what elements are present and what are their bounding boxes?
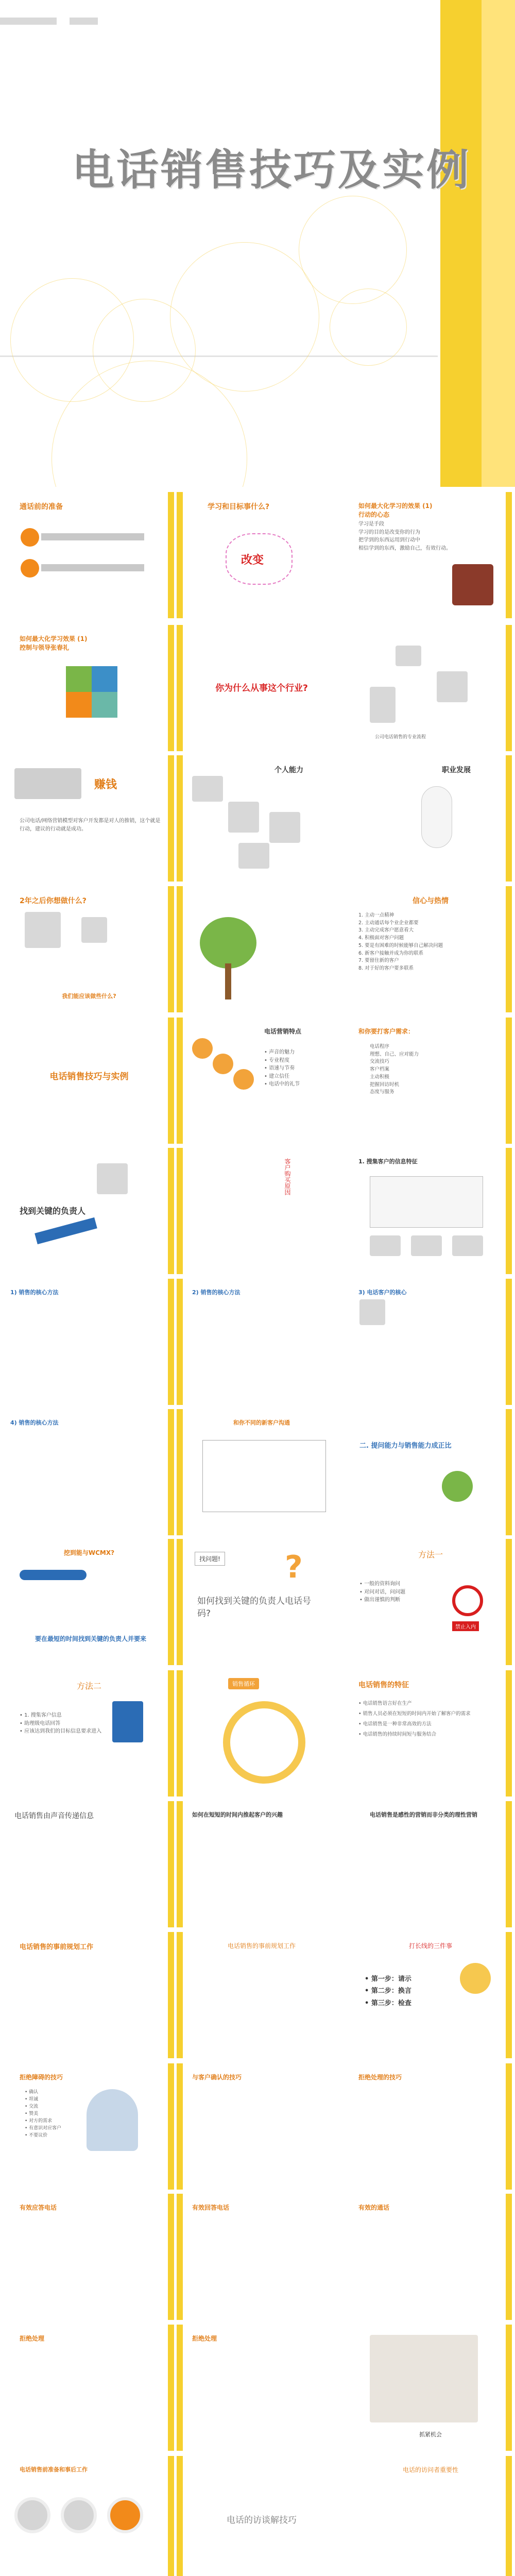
slide-title: 如何最大化学习效果 (1) 控制与领导张春礼 [20,635,88,651]
slide-new-customer: 和你不同的新客户沟通 [177,1409,347,1535]
slide-phone-sale-features: 电话销售的特征 • 电话销售语言好在生产 • 销售人员必须在短短的时间内开始了解客户的需求 • 电话销售是一种非常高效的方法 • 电话销售的持续时间短与服务结合 [349,1670,512,1797]
deco-circle [330,289,407,366]
slide-key-person: 找到关键的负责人 [4,1148,174,1274]
slide-why-industry [177,625,347,751]
slide-section-title: 电话销售技巧与实例 [4,1018,174,1144]
slide-find-question: 找问题! ? 如何找到关键的负责人电话号码? [177,1539,347,1665]
slide-voice-info: 电话销售由声音传递信息 [4,1801,174,1927]
header-yellow-band-light [482,0,515,487]
slide-visit-tech: 电话的访谈解技巧 [177,2456,347,2576]
slide-method-a: 方法一 • 一般的资料询问 • 对问对话，问问题 • 做出谨慎的判断 禁止入内 [349,1539,512,1665]
slide-preparation [4,492,174,618]
slide-confidence: 信心与热情 1. 主动一点精神 2. 主动通话每个业企业都要 3. 主动完成客户愿意看大 4. 积极面对客户问题 5. 要是有困难的时候能够自己解决问题 6. 新客户接触并成为你的联系 7. 要留住新的客户 8. 对于好的客户要多联系 [349,886,512,1012]
orange-ball [21,559,39,578]
slide-emotional: 电话销售是感性的营销而非分类的理性营销 [349,1801,512,1927]
change-word: 改变 [241,554,264,567]
chess-image [452,564,493,605]
deco-circle [299,196,407,304]
slide-pre-plan-2: 电话销售的事前规划工作 [177,1932,347,2058]
slide-answer-phone-2: 有效回答电话 [177,2194,347,2320]
slide-customer-needs: 和你要打客户需求： 电话程序 理想、自己、应对能力 交流技巧 客户档案 主动积极 把握回访时机 态度与服务 [349,1018,512,1144]
slide-learn-effect: 如何最大化学习的效果 (1) 行动的心态 学习是手段 学习的目的是改变你的行为 把学到的东西运用到行动中 相信学到的东西，激励自己，有效行动。 [349,492,512,618]
header-grey-bar [0,18,57,25]
slide-personal-ability: 个人能力 [177,755,347,882]
slide-visitor-importance: 电话的访问者重要性 [349,2456,512,2576]
header-section [0,0,515,487]
header-yellow-band [440,0,482,487]
slide-phone-features: 电话营销特点 • 声音的魅力 • 专业程度 • 语速与节奏 • 建立信任 • 电话中的礼节 [177,1018,347,1144]
slide-refuse-1: 拒绝处理 [4,2325,174,2451]
comparison-table [202,1440,326,1512]
slide-effective-call: 有效的通话 [349,2194,512,2320]
slide-method-4: 4) 销售的核心方法 [4,1409,174,1535]
slide-tree [177,886,347,1012]
slide-refuse-2: 拒绝处理 [177,2325,347,2451]
slide-control [4,625,174,751]
slide-barrier: 拒绝障碍的技巧 • 确认 • 坦诚 • 交流 • 赞美 • 对方的需求 • 有意识对应客户 • 不要议价 [4,2063,174,2190]
slide-two-years: 2年之后你想做什么? 我们能应该做些什么? [4,886,174,1012]
slide-wcmx: 挖到能与WCMX? 要在最短的时间找到关键的负责人并要来 [4,1539,174,1665]
slide-before-after: 电话销售前准备和事后工作 [4,2456,174,2576]
slide-question-ability: 二. 提问能力与销售能力成正比 [349,1409,512,1535]
slide-learn-goal [177,492,347,618]
slide-sales-process: 公司电话销售的专业流程 [349,625,512,751]
page-title: 电话销售技巧及实例 [72,146,471,195]
slide-title: 学习和目标事什么? [208,503,270,511]
orange-ball [21,528,39,547]
slide-method-3: 3) 电话客户的核心 [349,1279,512,1405]
slide-money: 赚钱 公司电话/网络营销模型对客户开发都是对人的推销，这个就是行动，建议的行动就是成功。 [4,755,174,882]
slide-method-1: 1) 销售的核心方法 [4,1279,174,1405]
slide-title: 如何最大化学习的效果 (1) 行动的心态 [358,502,433,518]
slide-customer-info: 1. 搜集客户的信息特征 [349,1148,512,1274]
slide-three-things: 打长线的三件事 • 第一步：请示 • 第二步：换言 • 第三步：检查 [349,1932,512,2058]
slide-method-b: 方法二 • 1. 搜集客户信息 • 助理级电话回答 • 应该达到我们的目标信息要求进入 [4,1670,174,1797]
slide-title: 你为什么从事这个行业? [215,683,308,693]
header-grey-bar [70,18,98,25]
deco-circle [170,242,319,392]
slide-pre-plan: 电话销售的事前规划工作 [4,1932,174,2058]
slide-interest: 如何在短短的时间内推起客户的兴趣 [177,1801,347,1927]
slide-title: 通话前的准备 [20,503,63,511]
slide-opportunity: 抓紧机会 [349,2325,512,2451]
slide-answer-phone: 有效应答电话 [4,2194,174,2320]
slide-purchase-reason: 客户购买原因 [177,1148,347,1274]
slide-confirm: 与客户确认的技巧 [177,2063,347,2190]
slide-refuse-tech: 拒绝处理的技巧 [349,2063,512,2190]
slide-method-2: 2) 销售的核心方法 [177,1279,347,1405]
slide-sales-cycle: 销售循环 [177,1670,347,1797]
slide-career: 职业发展 [349,755,512,882]
